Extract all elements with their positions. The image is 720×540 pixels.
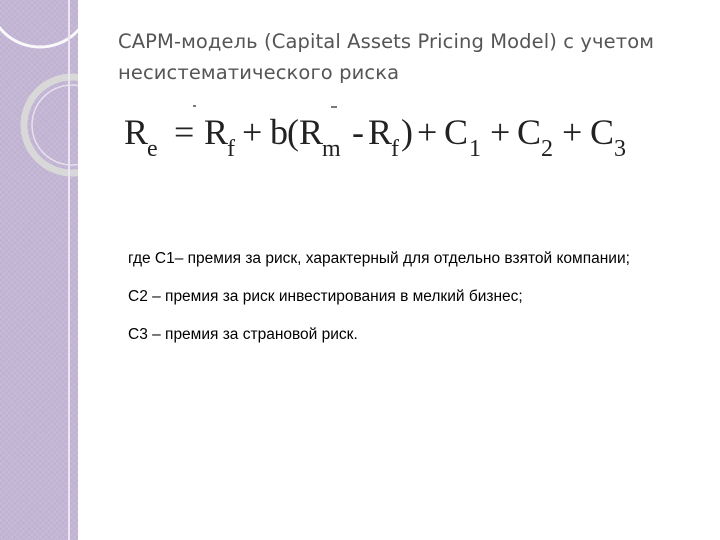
formula-plus-2: + bbox=[417, 112, 438, 152]
formula-sub-f: f bbox=[227, 136, 235, 162]
description-c1: где С1– премия за риск, характерный для отдельно взятой компании; bbox=[128, 250, 630, 267]
formula-plus-3: + bbox=[490, 112, 511, 152]
description-c3: С3 – премия за страновой риск. bbox=[128, 326, 358, 343]
formula-c2: C bbox=[517, 112, 542, 152]
middle-circle-inner-ring bbox=[32, 85, 78, 165]
formula-sub-e: e bbox=[147, 136, 158, 162]
decorative-sidebar bbox=[0, 0, 78, 540]
capm-formula bbox=[124, 98, 704, 178]
description-c2: С2 – премия за риск инвестирования в мелкий бизнес; bbox=[128, 288, 523, 305]
formula-sub-m: m bbox=[322, 136, 341, 162]
formula-c3: C bbox=[590, 112, 615, 152]
formula-description bbox=[128, 248, 648, 345]
decorative-circles bbox=[0, 0, 78, 540]
formula-equals: = bbox=[174, 112, 195, 152]
slide-title bbox=[118, 26, 698, 88]
formula-close-paren: ) bbox=[401, 112, 413, 152]
formula-r-f-2: R bbox=[368, 112, 393, 152]
formula-open-paren: ( bbox=[287, 112, 299, 152]
formula-sub-2: 2 bbox=[541, 136, 553, 162]
formula-r-m: R bbox=[299, 112, 324, 152]
formula-r-f: R bbox=[204, 112, 229, 152]
top-circle-ring bbox=[0, 0, 78, 47]
sidebar-divider bbox=[68, 0, 70, 540]
capm-formula-svg bbox=[124, 98, 704, 178]
formula-minus: - bbox=[352, 112, 364, 152]
formula-plus-1: + bbox=[242, 112, 263, 152]
formula-plus-4: + bbox=[562, 112, 583, 152]
formula-beta: b bbox=[270, 112, 288, 152]
formula-c1: C bbox=[444, 112, 469, 152]
formula-sub-3: 3 bbox=[614, 136, 626, 162]
slide-title-line-1: CAPM-модель (Capital Assets Pricing Model) с учетом bbox=[118, 30, 655, 53]
slide-title-line-2: несистематического риска bbox=[118, 61, 400, 84]
formula-sub-1: 1 bbox=[469, 136, 481, 162]
formula-r-e: R bbox=[124, 112, 149, 152]
formula-sub-f-2: f bbox=[391, 136, 399, 162]
